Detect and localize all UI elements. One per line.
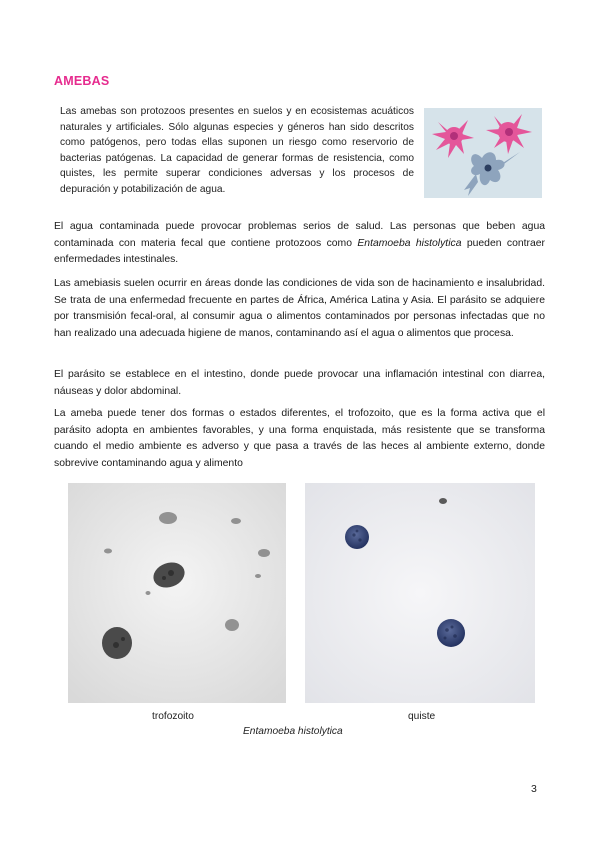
intro-paragraph: Las amebas son protozoos presentes en suelos y en ecosistemas acuáticos naturales y artificiales. Sólo algunas especies y géneros han sido descritos como patógenos, pero todas ellas suponen un riesgo como reservorio de bacterias patógenas. La capacidad de generar formas de resistencia, como quistes, les permite superar condiciones adversas y los procesos de depuración y potabilización de agua. (60, 106, 414, 195)
caption-cyst: quiste (408, 711, 436, 722)
p1-text-end: pueden contraer enfermedades intestinales. (54, 237, 545, 266)
trophozoite-micrograph (68, 483, 286, 703)
p1-species-name: Entamoeba histolytica (357, 237, 462, 249)
cyst-micrograph (305, 483, 535, 703)
paragraph-intestine: El parásito se establece en el intestino, donde puede provocar una inflamación intestinal con diarrea, náuseas y dolor abdominal. (54, 369, 545, 397)
p1-text-start: El agua contaminada puede provocar problemas serios de salud. Las personas que beben agua contaminada con materia fecal que contiene protozoos como (54, 221, 545, 249)
caption-species: Entamoeba histolytica (243, 726, 343, 737)
paragraph-forms: La ameba puede tener dos formas o estados diferentes, el trofozoito, que es la forma activa que el parásito adopta en ambientes favorables, y una forma enquistada, más resistente que se transforma cuando el medio ambiente es adverso y que pasa a través de las heces al ambiente externo, donde sobrevive contaminando agua y alimento (54, 408, 545, 470)
amoeba-micrograph (424, 108, 542, 198)
page-number: 3 (531, 783, 537, 795)
paragraph-contaminated-water (54, 219, 545, 269)
paragraph-amebiasis: Las amebiasis suelen ocurrir en áreas donde las condiciones de vida son de hacinamiento e insalubridad. Se trata de una enfermedad frecuente en partes de África, América Latina y Asia. El parásito se adquiere por transmisión fecal-oral, al consumir agua o alimentos contaminados por personas infectadas que no han realizado una adecuada higiene de manos, contaminando así el agua o alimentos que procesa. (54, 278, 545, 340)
section-heading: AMEBAS (54, 74, 110, 88)
caption-trophozoite: trofozoito (152, 711, 194, 722)
